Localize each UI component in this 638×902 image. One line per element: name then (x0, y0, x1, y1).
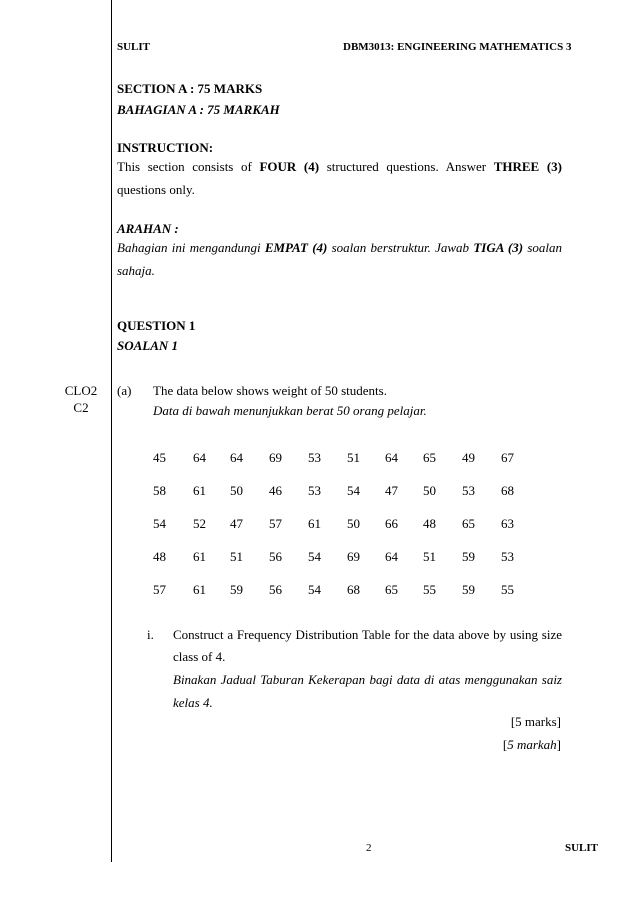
data-value: 64 (385, 549, 398, 564)
arahan-line-1: Bahagian ini mengandungi EMPAT (4) soalan berstruktur. Jawab TIGA (3) soalan (117, 240, 563, 255)
data-value: 68 (501, 483, 514, 498)
question-title-malay: SOALAN 1 (117, 338, 179, 353)
data-value: 56 (269, 582, 282, 597)
section-title-malay: BAHAGIAN A : 75 MARKAH (117, 102, 280, 117)
data-value: 46 (269, 483, 282, 498)
data-value: 59 (462, 549, 475, 564)
data-value: 54 (308, 549, 321, 564)
sub-question-line-1: Construct a Frequency Distribution Table for the data above by using size (173, 627, 562, 642)
data-value: 54 (153, 516, 166, 531)
data-value: 61 (308, 516, 321, 531)
data-value: 57 (269, 516, 282, 531)
data-value: 53 (308, 450, 321, 465)
data-value: 51 (347, 450, 360, 465)
data-value: 54 (347, 483, 360, 498)
data-value: 48 (153, 549, 166, 564)
data-value: 68 (347, 582, 360, 597)
data-value: 55 (501, 582, 514, 597)
arahan-line-2: sahaja. (117, 263, 155, 278)
clo-label: CLO2 C2 (64, 383, 98, 415)
sub-question-label: i. (147, 627, 154, 642)
data-value: 56 (269, 549, 282, 564)
data-value: 54 (308, 582, 321, 597)
data-value: 50 (347, 516, 360, 531)
data-value: 47 (230, 516, 243, 531)
data-value: 45 (153, 450, 166, 465)
header-course-title: DBM3013: ENGINEERING MATHEMATICS 3 (343, 41, 572, 53)
data-value: 59 (230, 582, 243, 597)
data-value: 61 (193, 483, 206, 498)
data-value: 69 (269, 450, 282, 465)
data-value: 61 (193, 549, 206, 564)
sub-question-malay-line-1: Binakan Jadual Taburan Kekerapan bagi data di atas menggunakan saiz (173, 672, 562, 687)
instruction-line-1: This section consists of FOUR (4) structured questions. Answer THREE (3) (117, 159, 562, 174)
data-value: 65 (423, 450, 436, 465)
sub-question-malay-line-2: kelas 4. (173, 695, 213, 710)
sub-question-line-2: class of 4. (173, 649, 226, 664)
data-value: 65 (385, 582, 398, 597)
data-value: 61 (193, 582, 206, 597)
data-value: 50 (423, 483, 436, 498)
footer-sulit: SULIT (565, 842, 599, 854)
data-value: 53 (501, 549, 514, 564)
data-value: 67 (501, 450, 514, 465)
data-value: 50 (230, 483, 243, 498)
data-value: 66 (385, 516, 398, 531)
marks-malay: [5 markah] (502, 737, 561, 752)
data-value: 64 (193, 450, 206, 465)
data-value: 59 (462, 582, 475, 597)
question-title: QUESTION 1 (117, 318, 196, 333)
margin-line (111, 0, 112, 862)
data-value: 65 (462, 516, 475, 531)
section-title: SECTION A : 75 MARKS (117, 81, 263, 96)
data-value: 52 (193, 516, 206, 531)
data-value: 58 (153, 483, 166, 498)
instruction-line-2: questions only. (117, 182, 195, 197)
data-value: 55 (423, 582, 436, 597)
part-text-malay: Data di bawah menunjukkan berat 50 orang pelajar. (153, 403, 427, 418)
data-value: 64 (230, 450, 243, 465)
page-number: 2 (366, 842, 372, 854)
data-value: 63 (501, 516, 514, 531)
data-value: 64 (385, 450, 398, 465)
data-value: 49 (462, 450, 475, 465)
data-value: 47 (385, 483, 398, 498)
header-sulit: SULIT (117, 41, 151, 53)
data-value: 51 (230, 549, 243, 564)
data-value: 69 (347, 549, 360, 564)
data-value: 53 (462, 483, 475, 498)
data-value: 53 (308, 483, 321, 498)
arahan-heading: ARAHAN : (117, 221, 179, 236)
data-value: 48 (423, 516, 436, 531)
part-label: (a) (117, 383, 132, 398)
data-value: 51 (423, 549, 436, 564)
instruction-heading: INSTRUCTION: (117, 140, 214, 155)
marks: [5 marks] (510, 714, 561, 729)
part-text: The data below shows weight of 50 students. (153, 383, 387, 398)
data-value: 57 (153, 582, 166, 597)
